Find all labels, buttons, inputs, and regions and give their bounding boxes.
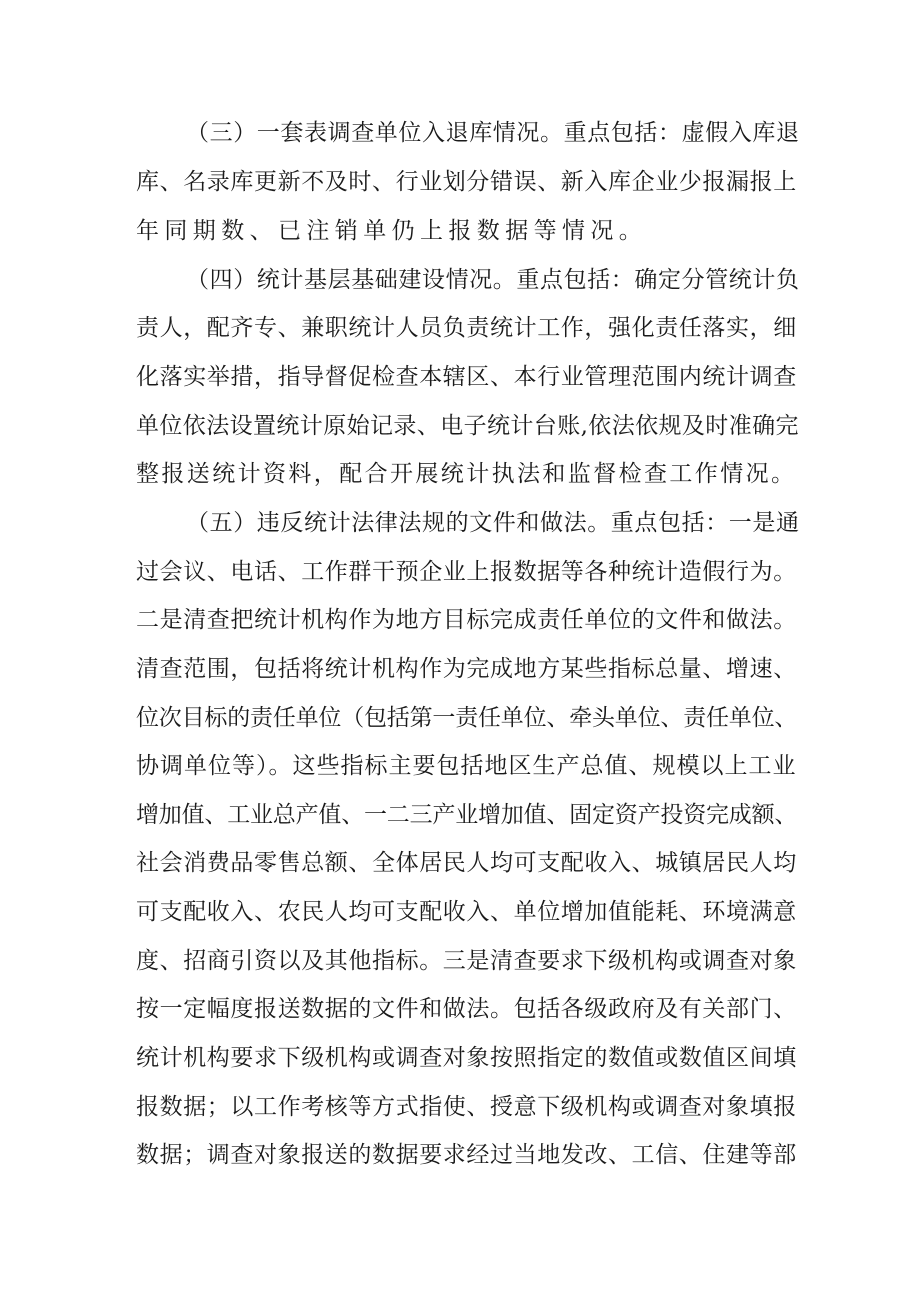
text-line: 二是清查把统计机构作为地方目标完成责任单位的文件和做法。 — [136, 607, 797, 633]
text-line: （四）统计基层基础建设情况。重点包括：确定分管统计负 — [186, 267, 800, 293]
text-line: 数据；调查对象报送的数据要求经过当地发改、工信、住建等部 — [136, 1142, 797, 1168]
text-line: 社会消费品零售总额、全体居民人均可支配收入、城镇居民人均 — [136, 850, 797, 876]
text-line: 单位依法设置统计原始记录、电子统计台账,依法依规及时准确完 — [136, 413, 799, 439]
text-line: 年同期数、已注销单仍上报数据等情况。 — [136, 218, 648, 244]
text-line: 化落实举措，指导督促检查本辖区、本行业管理范围内统计调查 — [136, 364, 797, 390]
text-line: 责人，配齐专、兼职统计人员负责统计工作，强化责任落实，细 — [136, 315, 797, 341]
text-line: 位次目标的责任单位（包括第一责任单位、牵头单位、责任单位、 — [136, 705, 798, 731]
text-line: 增加值、工业总产值、一二三产业增加值、固定资产投资完成额、 — [136, 802, 798, 828]
text-line: （三）一套表调查单位入退库情况。重点包括：虚假入库退 — [186, 120, 800, 146]
text-line: 整报送统计资料，配合开展统计执法和监督检查工作情况。 — [136, 461, 797, 487]
text-line: （五）违反统计法律法规的文件和做法。重点包括：一是通 — [186, 510, 800, 536]
text-line: 度、招商引资以及其他指标。三是清查要求下级机构或调查对象 — [136, 948, 797, 974]
text-line: 按一定幅度报送数据的文件和做法。包括各级政府及有关部门、 — [136, 996, 797, 1022]
text-line: 报数据；以工作考核等方式指使、授意下级机构或调查对象填报 — [136, 1094, 797, 1120]
text-line: 库、名录库更新不及时、行业划分错误、新入库企业少报漏报上 — [136, 169, 797, 195]
text-line: 过会议、电话、工作群干预企业上报数据等各种统计造假行为。 — [136, 559, 797, 585]
text-line: 统计机构要求下级机构或调查对象按照指定的数值或数值区间填 — [136, 1045, 797, 1071]
text-line: 可支配收入、农民人均可支配收入、单位增加值能耗、环境满意 — [136, 899, 797, 925]
text-line: 协调单位等）。这些指标主要包括地区生产总值、规模以上工业 — [136, 753, 797, 779]
text-line: 清查范围，包括将统计机构作为完成地方某些指标总量、增速、 — [136, 656, 797, 682]
